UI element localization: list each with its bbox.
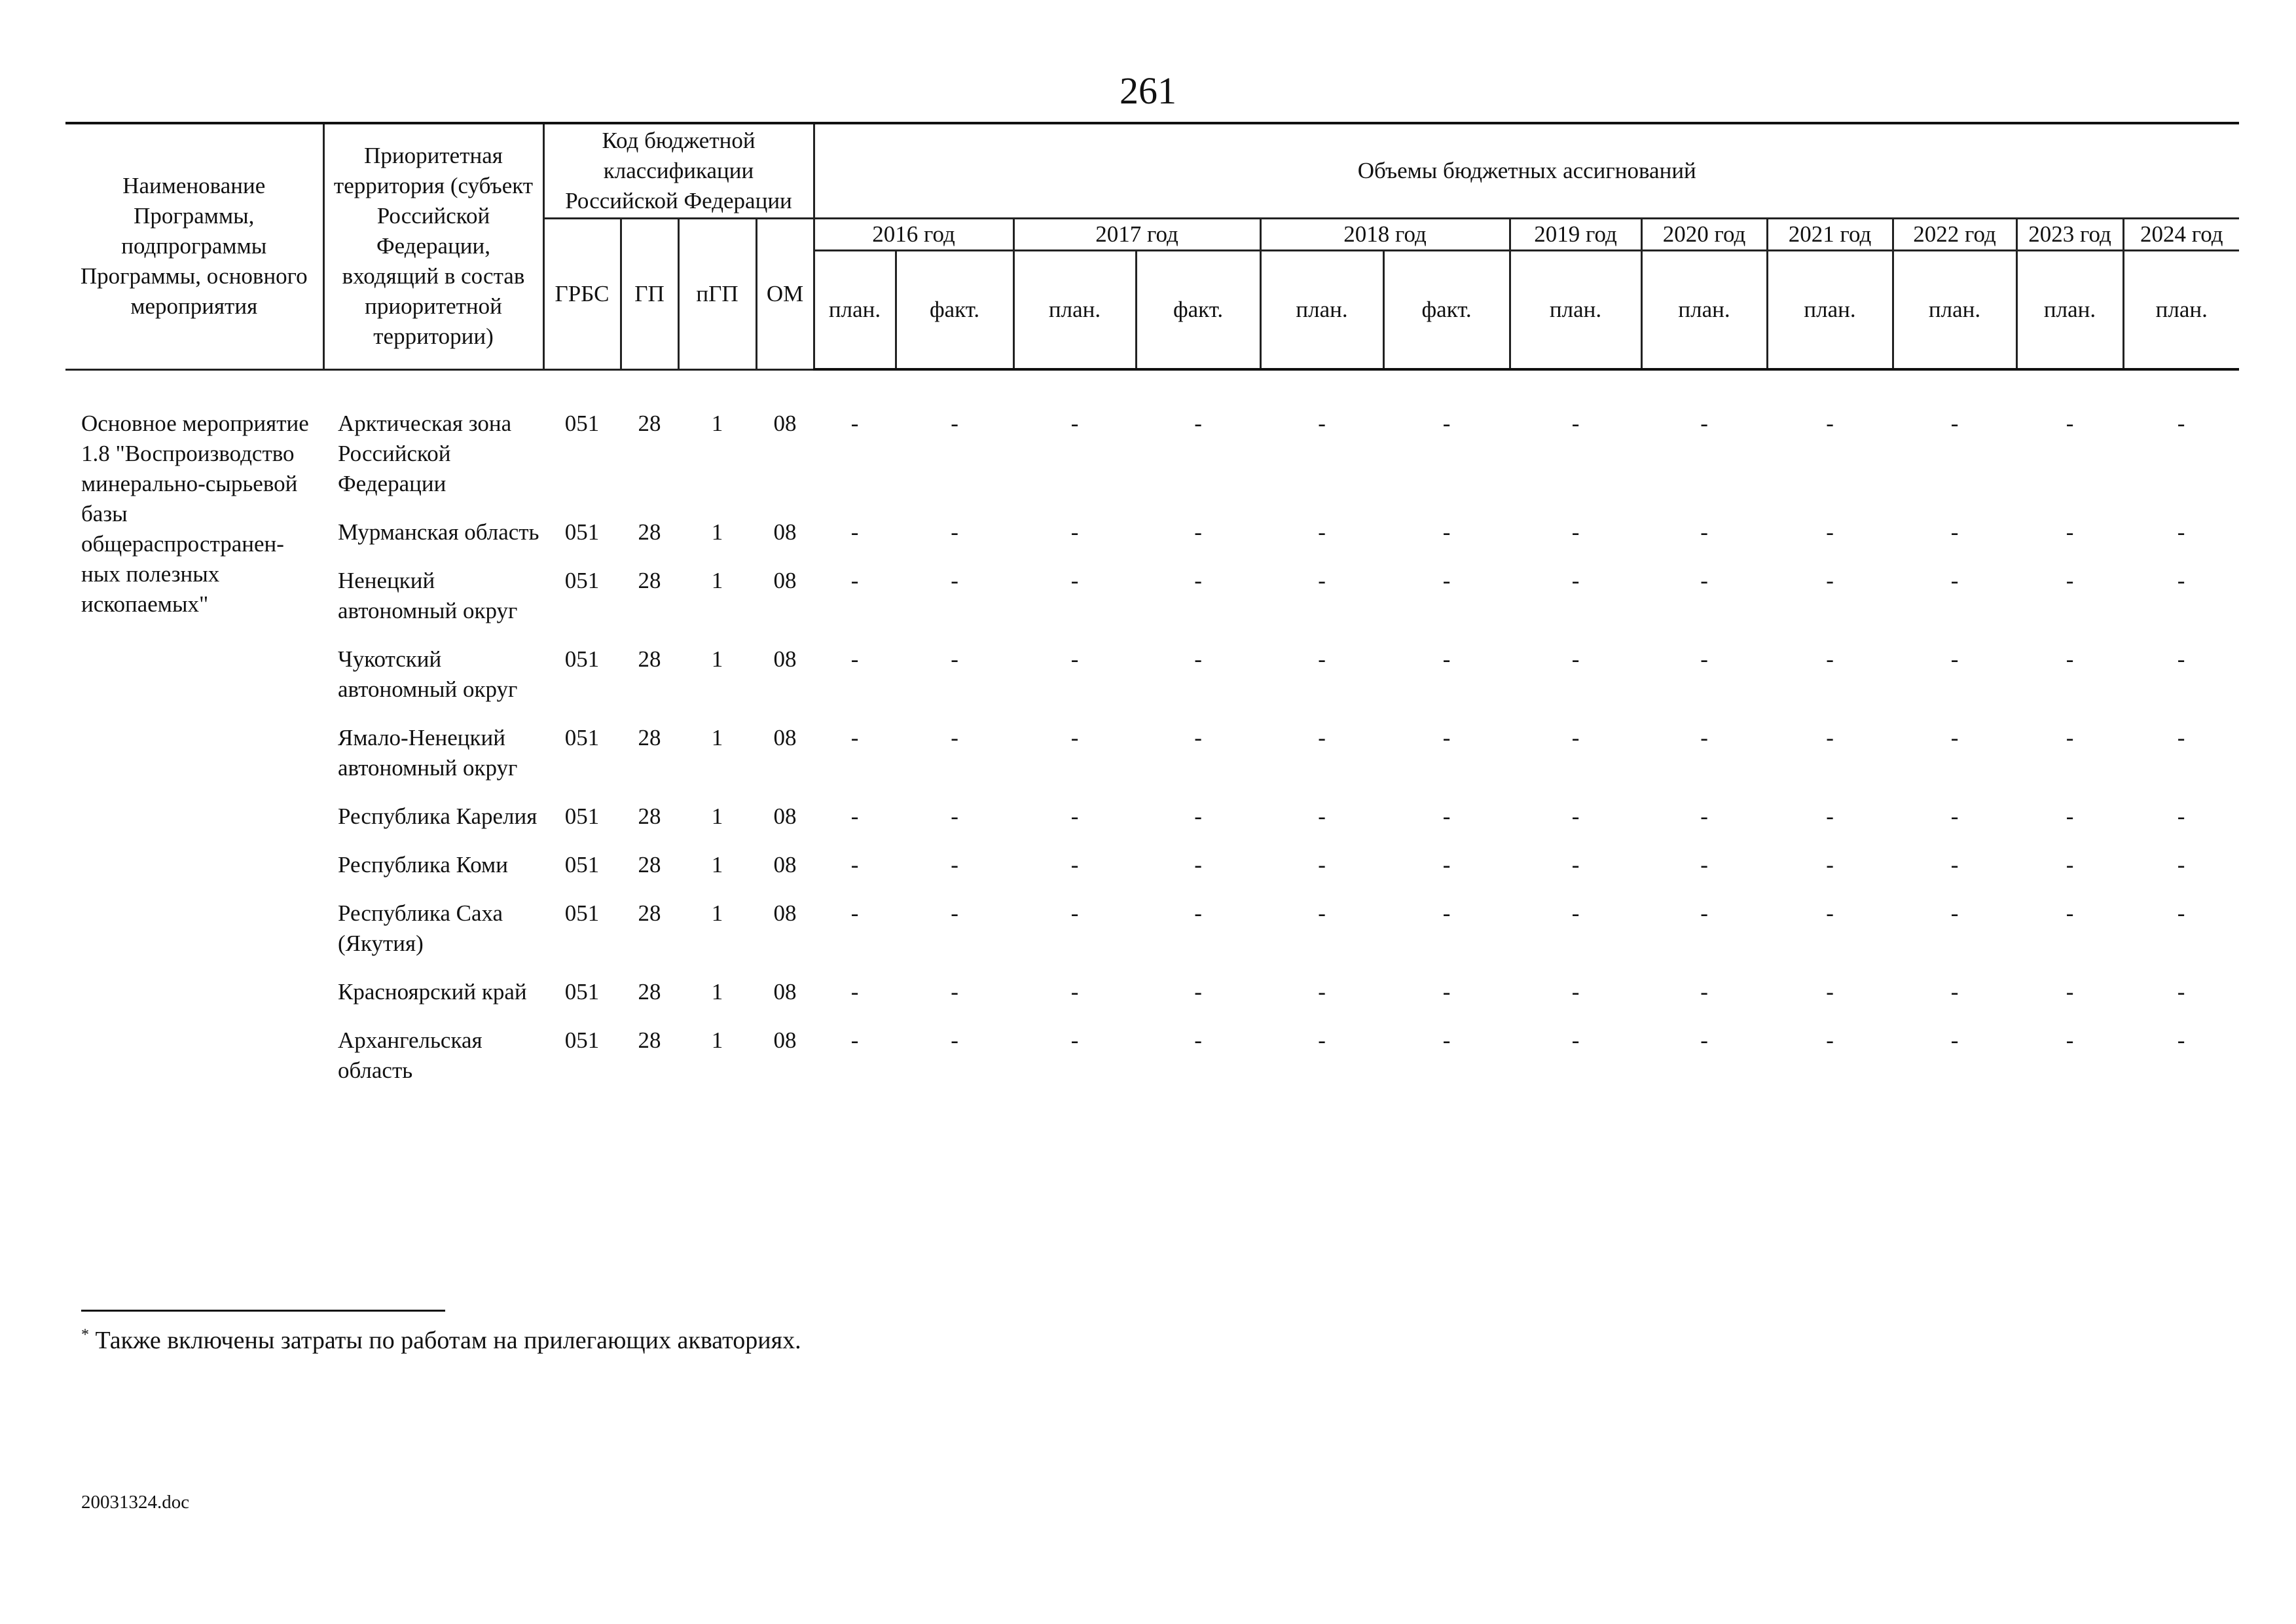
allocation-value-cell: - — [1950, 411, 1959, 436]
table-row — [65, 802, 2239, 850]
table-row — [65, 566, 2239, 644]
header-budget-code: Код бюджетной классификации Российской Федерации — [543, 123, 814, 218]
allocation-value-cell: - — [1571, 1027, 1580, 1053]
territory-cell: Арктическая зона Российской Федерации — [338, 411, 512, 496]
header-budget-volumes: Объемы бюджетных ассигнований — [814, 123, 2239, 218]
allocation-value-cell: - — [1826, 1027, 1834, 1053]
allocation-value-cell: - — [1950, 900, 1959, 926]
territory-cell: Ненецкий автономный округ — [338, 568, 518, 623]
code-pgp-cell: 1 — [711, 1027, 723, 1053]
code-gp-cell: 28 — [638, 568, 661, 593]
header-year-2023: 2023 год — [2016, 218, 2123, 250]
allocation-value-cell: - — [1318, 1027, 1326, 1053]
allocation-value-cell: - — [1318, 519, 1326, 545]
header-year-2021: 2021 год — [1767, 218, 1893, 250]
header-2019-plan: план. — [1510, 250, 1641, 369]
allocation-value-cell: - — [1571, 411, 1580, 436]
allocation-value-cell: - — [1318, 852, 1326, 877]
allocation-value-cell: - — [1318, 979, 1326, 1005]
code-gp-cell: 28 — [638, 519, 661, 545]
allocation-value-cell: - — [1700, 519, 1708, 545]
territory-cell: Мурманская область — [338, 519, 539, 545]
code-grbs-cell: 051 — [564, 1027, 600, 1053]
header-2023-plan: план. — [2016, 250, 2123, 369]
code-pgp-cell: 1 — [711, 979, 723, 1005]
allocation-value-cell: - — [1700, 1027, 1708, 1053]
allocation-value-cell: - — [1070, 568, 1079, 593]
allocation-value-cell: - — [1700, 900, 1708, 926]
code-gp-cell: 28 — [638, 411, 661, 436]
allocation-value-cell: - — [1194, 568, 1202, 593]
territory-cell: Архангельская область — [338, 1027, 483, 1083]
table-row — [65, 898, 2239, 977]
allocation-value-cell: - — [1194, 725, 1202, 750]
allocation-value-cell: - — [2177, 852, 2185, 877]
allocation-value-cell: - — [850, 803, 859, 829]
allocation-value-cell: - — [1318, 900, 1326, 926]
allocation-value-cell: - — [1194, 979, 1202, 1005]
allocation-value-cell: - — [1070, 979, 1079, 1005]
code-om-cell: 08 — [773, 519, 797, 545]
code-pgp-cell: 1 — [711, 411, 723, 436]
header-code-pgp: пГП — [678, 218, 756, 369]
code-gp-cell: 28 — [638, 1027, 661, 1053]
code-om-cell: 08 — [773, 725, 797, 750]
code-grbs-cell: 051 — [564, 979, 600, 1005]
table-row — [65, 517, 2239, 566]
allocation-value-cell: - — [1950, 646, 1959, 672]
allocation-value-cell: - — [1700, 411, 1708, 436]
allocation-value-cell: - — [850, 1027, 859, 1053]
code-pgp-cell: 1 — [711, 725, 723, 750]
code-pgp-cell: 1 — [711, 852, 723, 877]
code-grbs-cell: 051 — [564, 852, 600, 877]
table-row — [65, 409, 2239, 517]
code-gp-cell: 28 — [638, 979, 661, 1005]
allocation-value-cell: - — [2066, 803, 2074, 829]
code-grbs-cell: 051 — [564, 725, 600, 750]
allocation-value-cell: - — [1070, 900, 1079, 926]
allocation-value-cell: - — [1700, 646, 1708, 672]
header-2024-plan: план. — [2123, 250, 2239, 369]
allocation-value-cell: - — [2066, 519, 2074, 545]
header-priority-territory: Приоритетная территория (субъект Российской Федерации, входящий в состав приоритетной территории) — [323, 123, 543, 369]
allocation-value-cell: - — [1571, 646, 1580, 672]
allocation-value-cell: - — [1070, 803, 1079, 829]
table-header — [65, 123, 2239, 369]
table-row — [65, 644, 2239, 723]
allocation-value-cell: - — [1318, 646, 1326, 672]
allocation-value-cell: - — [1826, 646, 1834, 672]
header-program-name: Наименование Программы, подпрограммы Программы, основного мероприятия — [65, 123, 323, 369]
code-om-cell: 08 — [773, 1027, 797, 1053]
footnote — [81, 1324, 801, 1357]
territory-cell: Республика Коми — [338, 852, 508, 877]
header-2017-plan: план. — [1013, 250, 1136, 369]
allocation-value-cell: - — [1194, 519, 1202, 545]
allocation-value-cell: - — [850, 979, 859, 1005]
allocation-value-cell: - — [2177, 568, 2185, 593]
allocation-value-cell: - — [951, 852, 958, 877]
allocation-value-cell: - — [1442, 568, 1451, 593]
allocation-value-cell: - — [2066, 900, 2074, 926]
allocation-value-cell: - — [2066, 1027, 2074, 1053]
allocation-value-cell: - — [1070, 519, 1079, 545]
allocation-value-cell: - — [1194, 803, 1202, 829]
allocation-value-cell: - — [1826, 900, 1834, 926]
code-pgp-cell: 1 — [711, 900, 723, 926]
allocation-value-cell: - — [2066, 568, 2074, 593]
code-grbs-cell: 051 — [564, 568, 600, 593]
allocation-value-cell: - — [1442, 852, 1451, 877]
allocation-value-cell: - — [1700, 979, 1708, 1005]
allocation-value-cell: - — [1826, 725, 1834, 750]
header-year-2016: 2016 год — [814, 218, 1013, 250]
territory-cell: Республика Карелия — [338, 803, 538, 829]
code-grbs-cell: 051 — [564, 519, 600, 545]
header-year-2018: 2018 год — [1260, 218, 1510, 250]
allocation-value-cell: - — [1194, 411, 1202, 436]
allocation-value-cell: - — [850, 568, 859, 593]
code-pgp-cell: 1 — [711, 646, 723, 672]
allocation-value-cell: - — [1950, 979, 1959, 1005]
allocation-value-cell: - — [2066, 979, 2074, 1005]
allocation-value-cell: - — [1070, 1027, 1079, 1053]
territory-cell: Республика Саха (Якутия) — [338, 900, 503, 956]
footnote-marker: * — [81, 1326, 89, 1344]
header-2021-plan: план. — [1767, 250, 1893, 369]
allocation-value-cell: - — [2177, 519, 2185, 545]
allocation-value-cell: - — [2066, 725, 2074, 750]
header-code-gp: ГП — [621, 218, 678, 369]
code-om-cell: 08 — [773, 803, 797, 829]
allocation-value-cell: - — [2177, 900, 2185, 926]
table-row — [65, 977, 2239, 1025]
header-year-2024: 2024 год — [2123, 218, 2239, 250]
allocation-value-cell: - — [1442, 519, 1451, 545]
code-om-cell: 08 — [773, 568, 797, 593]
code-pgp-cell: 1 — [711, 519, 723, 545]
allocation-value-cell: - — [951, 1027, 958, 1053]
allocation-value-cell: - — [1826, 803, 1834, 829]
allocation-value-cell: - — [1826, 979, 1834, 1005]
allocation-value-cell: - — [850, 519, 859, 545]
allocation-value-cell: - — [2177, 979, 2185, 1005]
allocation-value-cell: - — [850, 852, 859, 877]
allocation-value-cell: - — [2177, 803, 2185, 829]
code-gp-cell: 28 — [638, 852, 661, 877]
allocation-value-cell: - — [1442, 646, 1451, 672]
header-2017-fact: факт. — [1136, 250, 1260, 369]
code-om-cell: 08 — [773, 411, 797, 436]
code-gp-cell: 28 — [638, 725, 661, 750]
allocation-value-cell: - — [1950, 519, 1959, 545]
footnote-text: Также включены затраты по работам на прилегающих акваториях. — [95, 1327, 801, 1354]
code-pgp-cell: 1 — [711, 803, 723, 829]
allocation-value-cell: - — [1442, 1027, 1451, 1053]
code-gp-cell: 28 — [638, 900, 661, 926]
allocation-value-cell: - — [951, 900, 958, 926]
allocation-value-cell: - — [1070, 411, 1079, 436]
allocation-value-cell: - — [1826, 852, 1834, 877]
header-code-grbs: ГРБС — [543, 218, 621, 369]
page-number: 261 — [1120, 69, 1176, 112]
allocation-value-cell: - — [951, 646, 958, 672]
table-row — [65, 1025, 2239, 1104]
allocation-value-cell: - — [1950, 803, 1959, 829]
code-grbs-cell: 051 — [564, 411, 600, 436]
allocation-value-cell: - — [951, 411, 958, 436]
allocation-value-cell: - — [850, 900, 859, 926]
header-2020-plan: план. — [1641, 250, 1767, 369]
code-om-cell: 08 — [773, 900, 797, 926]
allocation-value-cell: - — [850, 646, 859, 672]
header-2022-plan: план. — [1893, 250, 2016, 369]
allocation-value-cell: - — [2177, 646, 2185, 672]
header-2016-fact: факт. — [896, 250, 1013, 369]
allocation-value-cell: - — [850, 725, 859, 750]
allocation-value-cell: - — [1571, 979, 1580, 1005]
budget-allocations-table — [65, 122, 2239, 1104]
allocation-value-cell: - — [1700, 725, 1708, 750]
allocation-value-cell: - — [2066, 411, 2074, 436]
code-om-cell: 08 — [773, 646, 797, 672]
allocation-value-cell: - — [1950, 852, 1959, 877]
allocation-value-cell: - — [1442, 725, 1451, 750]
allocation-value-cell: - — [1318, 803, 1326, 829]
allocation-value-cell: - — [1700, 852, 1708, 877]
allocation-value-cell: - — [1571, 519, 1580, 545]
document-id: 20031324.doc — [81, 1492, 190, 1513]
header-year-2017: 2017 год — [1013, 218, 1260, 250]
territory-cell: Красноярский край — [338, 979, 527, 1005]
allocation-value-cell: - — [1070, 646, 1079, 672]
allocation-value-cell: - — [1194, 1027, 1202, 1053]
allocation-value-cell: - — [1070, 725, 1079, 750]
allocation-value-cell: - — [1950, 725, 1959, 750]
header-2016-plan: план. — [814, 250, 896, 369]
territory-cell: Чукотский автономный округ — [338, 646, 518, 702]
territory-cell: Ямало-Ненецкий автономный округ — [338, 725, 518, 781]
allocation-value-cell: - — [1700, 568, 1708, 593]
allocation-value-cell: - — [1571, 568, 1580, 593]
header-year-2019: 2019 год — [1510, 218, 1641, 250]
header-2018-plan: план. — [1260, 250, 1383, 369]
header-code-om: ОМ — [756, 218, 814, 369]
allocation-value-cell: - — [951, 519, 958, 545]
code-grbs-cell: 051 — [564, 900, 600, 926]
allocation-value-cell: - — [2066, 852, 2074, 877]
allocation-value-cell: - — [850, 411, 859, 436]
allocation-value-cell: - — [2177, 725, 2185, 750]
table-spacer-row — [65, 369, 2239, 409]
allocation-value-cell: - — [1442, 803, 1451, 829]
allocation-value-cell: - — [1571, 900, 1580, 926]
allocation-value-cell: - — [951, 568, 958, 593]
code-om-cell: 08 — [773, 852, 797, 877]
table-body — [65, 369, 2239, 1104]
code-grbs-cell: 051 — [564, 646, 600, 672]
allocation-value-cell: - — [1826, 519, 1834, 545]
allocation-value-cell: - — [1826, 568, 1834, 593]
budget-table-wrapper — [65, 122, 2239, 1104]
allocation-value-cell: - — [951, 725, 958, 750]
code-pgp-cell: 1 — [711, 568, 723, 593]
allocation-value-cell: - — [1318, 725, 1326, 750]
allocation-value-cell: - — [1070, 852, 1079, 877]
code-gp-cell: 28 — [638, 646, 661, 672]
allocation-value-cell: - — [1571, 725, 1580, 750]
allocation-value-cell: - — [2066, 646, 2074, 672]
table-row — [65, 723, 2239, 802]
allocation-value-cell: - — [951, 803, 958, 829]
allocation-value-cell: - — [1318, 411, 1326, 436]
allocation-value-cell: - — [951, 979, 958, 1005]
allocation-value-cell: - — [2177, 411, 2185, 436]
allocation-value-cell: - — [1318, 568, 1326, 593]
header-2018-fact: факт. — [1383, 250, 1510, 369]
allocation-value-cell: - — [1826, 411, 1834, 436]
footnote-separator — [81, 1310, 445, 1312]
allocation-value-cell: - — [1442, 900, 1451, 926]
allocation-value-cell: - — [1194, 900, 1202, 926]
table-row — [65, 850, 2239, 898]
header-year-2020: 2020 год — [1641, 218, 1767, 250]
allocation-value-cell: - — [1950, 568, 1959, 593]
code-grbs-cell: 051 — [564, 803, 600, 829]
allocation-value-cell: - — [1571, 852, 1580, 877]
code-om-cell: 08 — [773, 979, 797, 1005]
allocation-value-cell: - — [1571, 803, 1580, 829]
allocation-value-cell: - — [1950, 1027, 1959, 1053]
code-gp-cell: 28 — [638, 803, 661, 829]
allocation-value-cell: - — [1194, 646, 1202, 672]
allocation-value-cell: - — [1442, 411, 1451, 436]
measure-name-cell: Основное мероприятие 1.8 "Воспроизводство минерально-сырьевой базы общераспространен-ных полезных ископаемых" — [81, 411, 309, 617]
allocation-value-cell: - — [1442, 979, 1451, 1005]
allocation-value-cell: - — [2177, 1027, 2185, 1053]
allocation-value-cell: - — [1194, 852, 1202, 877]
header-year-2022: 2022 год — [1893, 218, 2016, 250]
allocation-value-cell: - — [1700, 803, 1708, 829]
